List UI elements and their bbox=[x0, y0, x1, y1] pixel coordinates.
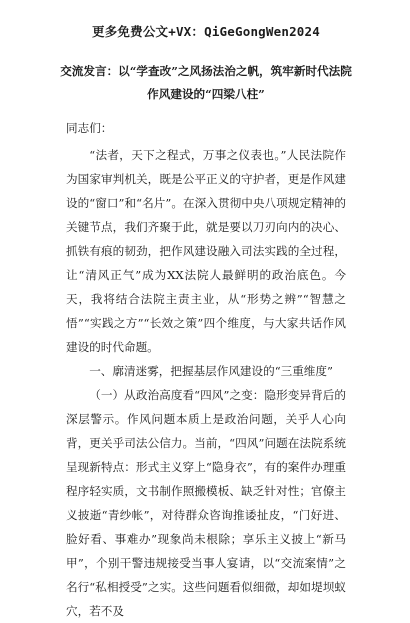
document-title: 交流发言：以“学查改”之风扬法治之帆，筑牢新时代法院作风建设的“四梁八柱” bbox=[60, 64, 352, 101]
greeting: 同志们： bbox=[66, 121, 113, 135]
section-heading: 一、廓清迷雾，把握基层作风建设的“三重维度” bbox=[89, 364, 333, 378]
body-paragraph: （一）从政治高度看“四风”之变：隐形变异背后的深层警示。作风问题本质上是政治问题，关乎人心向背，更关乎司法公信力。当前，“四风”问题在法院系统呈现新特点：形式主义穿上“隐身衣”，有的案件办理重程序轻实质，文书制作照搬模板、缺乏针对性；官僚主义披逝“青纱帐”，对待群众咨询推诿扯皮，“门好进、脸好看、事难办”现象尚未根除；享乐主义披上“新马甲”，个别干警违规接受当事人宴请，以“交流案情”之名行“私相授受”之实。这些问题看似细微，却如堤坝蚁穴，若不及 bbox=[66, 388, 346, 618]
promo-banner: 更多免费公文+VX：QiGeGongWen2024 bbox=[92, 24, 320, 39]
intro-paragraph: “法者，天下之程式，万事之仪表也。”人民法院作为国家审判机关，既是公平正义的守护者，更是作风建设的“窗口”和“名片”。在深入贯彻中央八项规定精神的关键节点，我们齐聚于此，就是要以刀刃向内的决心、抓铁有痕的韧劲，把作风建设融入司法实践的全过程，让“清风正气”成为XX法院人最鲜明的政治底色。今天，我将结合法院主责主业，从“形势之辨”“智慧之悟”“实践之方”“长效之策”四个维度，与大家共话作风建设的时代命题。 bbox=[66, 148, 346, 354]
